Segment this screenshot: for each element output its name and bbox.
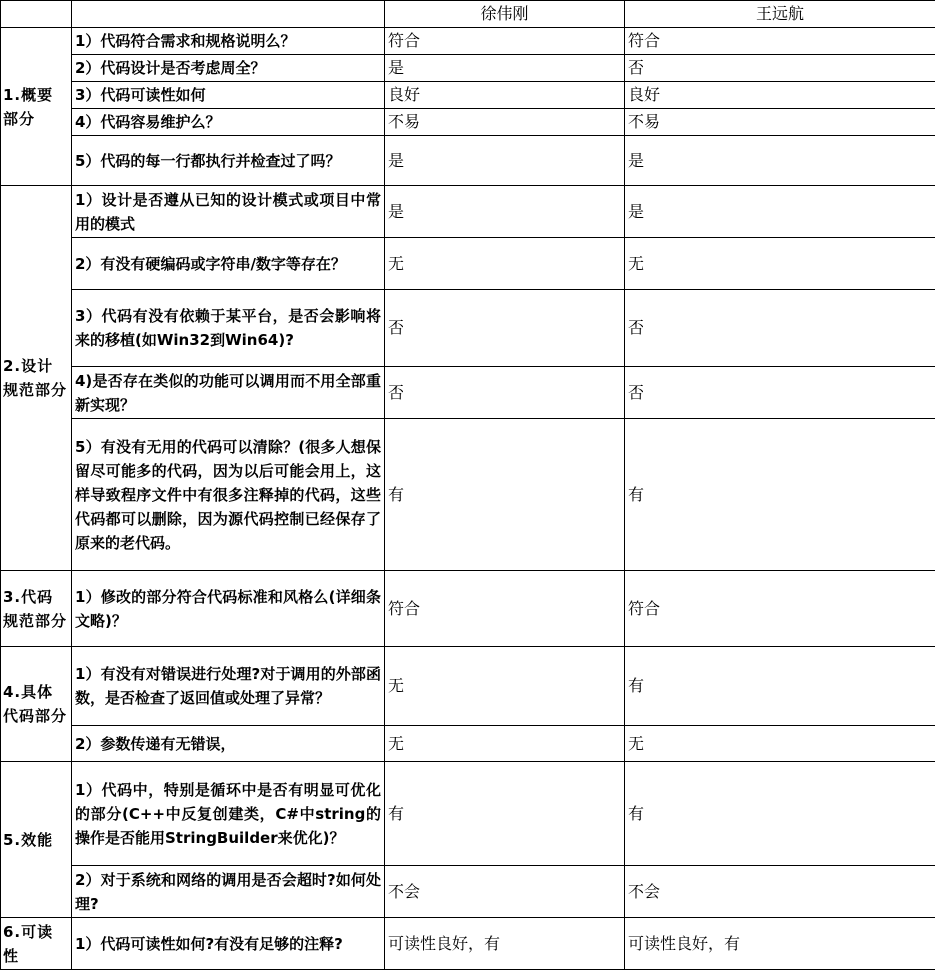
question-cell: 2）代码设计是否考虑周全？ <box>72 55 385 82</box>
answer-cell-reviewer2: 无 <box>625 726 935 762</box>
table-row <box>1 419 935 571</box>
answer-cell-reviewer2: 否 <box>625 55 935 82</box>
table-row <box>1 186 935 238</box>
question-cell: 1）代码中，特别是循环中是否有明显可优化的部分(C++中反复创建类，C#中string的操作是否能用StringBuilder来优化)？ <box>72 762 385 866</box>
question-cell: 2）对于系统和网络的调用是否会超时?如何处理? <box>72 866 385 918</box>
answer-cell-reviewer1: 不易 <box>385 109 625 136</box>
question-cell: 4）代码容易维护么？ <box>72 109 385 136</box>
answer-cell-reviewer1: 有 <box>385 419 625 571</box>
answer-cell-reviewer2: 不易 <box>625 109 935 136</box>
table-row <box>1 238 935 290</box>
question-cell: 2）参数传递有无错误， <box>72 726 385 762</box>
answer-cell-reviewer1: 良好 <box>385 82 625 109</box>
answer-cell-reviewer1: 否 <box>385 290 625 367</box>
answer-cell-reviewer2: 是 <box>625 186 935 238</box>
answer-cell-reviewer1: 可读性良好，有 <box>385 918 625 970</box>
section-label: 3.代码规范部分 <box>1 571 72 647</box>
question-cell: 4)是否存在类似的功能可以调用而不用全部重新实现？ <box>72 367 385 419</box>
question-cell: 3）代码可读性如何 <box>72 82 385 109</box>
answer-cell-reviewer2: 有 <box>625 647 935 726</box>
question-cell: 1）修改的部分符合代码标准和风格么(详细条文略)？ <box>72 571 385 647</box>
section-label: 4.具体代码部分 <box>1 647 72 762</box>
answer-cell-reviewer2: 良好 <box>625 82 935 109</box>
question-cell: 1）代码符合需求和规格说明么？ <box>72 28 385 55</box>
header-reviewer1: 徐伟刚 <box>385 1 625 28</box>
table-row <box>1 28 935 55</box>
table-row <box>1 918 935 970</box>
section-label: 6.可读性 <box>1 918 72 970</box>
answer-cell-reviewer1: 符合 <box>385 28 625 55</box>
question-cell: 3）代码有没有依赖于某平台，是否会影响将来的移植(如Win32到Win64)? <box>72 290 385 367</box>
answer-cell-reviewer1: 不会 <box>385 866 625 918</box>
answer-cell-reviewer2: 可读性良好，有 <box>625 918 935 970</box>
answer-cell-reviewer1: 符合 <box>385 571 625 647</box>
answer-cell-reviewer2: 有 <box>625 762 935 866</box>
header-row <box>1 1 935 28</box>
answer-cell-reviewer2: 符合 <box>625 28 935 55</box>
question-cell: 5）代码的每一行都执行并检查过了吗？ <box>72 136 385 186</box>
answer-cell-reviewer1: 有 <box>385 762 625 866</box>
answer-cell-reviewer2: 是 <box>625 136 935 186</box>
answer-cell-reviewer1: 无 <box>385 238 625 290</box>
answer-cell-reviewer1: 是 <box>385 136 625 186</box>
table-row <box>1 136 935 186</box>
answer-cell-reviewer1: 是 <box>385 55 625 82</box>
table-row <box>1 726 935 762</box>
answer-cell-reviewer2: 无 <box>625 238 935 290</box>
question-cell: 1）代码可读性如何?有没有足够的注释? <box>72 918 385 970</box>
header-section-cell <box>1 1 72 28</box>
question-cell: 1）设计是否遵从已知的设计模式或项目中常用的模式 <box>72 186 385 238</box>
answer-cell-reviewer1: 无 <box>385 726 625 762</box>
answer-cell-reviewer2: 否 <box>625 290 935 367</box>
table-row <box>1 367 935 419</box>
table-row <box>1 55 935 82</box>
table-row <box>1 866 935 918</box>
section-label: 5.效能 <box>1 762 72 918</box>
section-label: 2.设计规范部分 <box>1 186 72 571</box>
table-row <box>1 290 935 367</box>
question-cell: 2）有没有硬编码或字符串/数字等存在？ <box>72 238 385 290</box>
table-row <box>1 647 935 726</box>
table-row <box>1 762 935 866</box>
answer-cell-reviewer2: 不会 <box>625 866 935 918</box>
answer-cell-reviewer2: 否 <box>625 367 935 419</box>
answer-cell-reviewer1: 无 <box>385 647 625 726</box>
table-row <box>1 82 935 109</box>
answer-cell-reviewer2: 符合 <box>625 571 935 647</box>
header-reviewer2: 王远航 <box>625 1 935 28</box>
table-row <box>1 571 935 647</box>
answer-cell-reviewer1: 否 <box>385 367 625 419</box>
answer-cell-reviewer2: 有 <box>625 419 935 571</box>
question-cell: 1）有没有对错误进行处理?对于调用的外部函数，是否检查了返回值或处理了异常？ <box>72 647 385 726</box>
header-question-cell <box>72 1 385 28</box>
section-label: 1.概要部分 <box>1 28 72 186</box>
question-cell: 5）有没有无用的代码可以清除？(很多人想保留尽可能多的代码，因为以后可能会用上，这样导致程序文件中有很多注释掉的代码，这些代码都可以删除，因为源代码控制已经保存了原来的老代码。 <box>72 419 385 571</box>
answer-cell-reviewer1: 是 <box>385 186 625 238</box>
table-row <box>1 109 935 136</box>
